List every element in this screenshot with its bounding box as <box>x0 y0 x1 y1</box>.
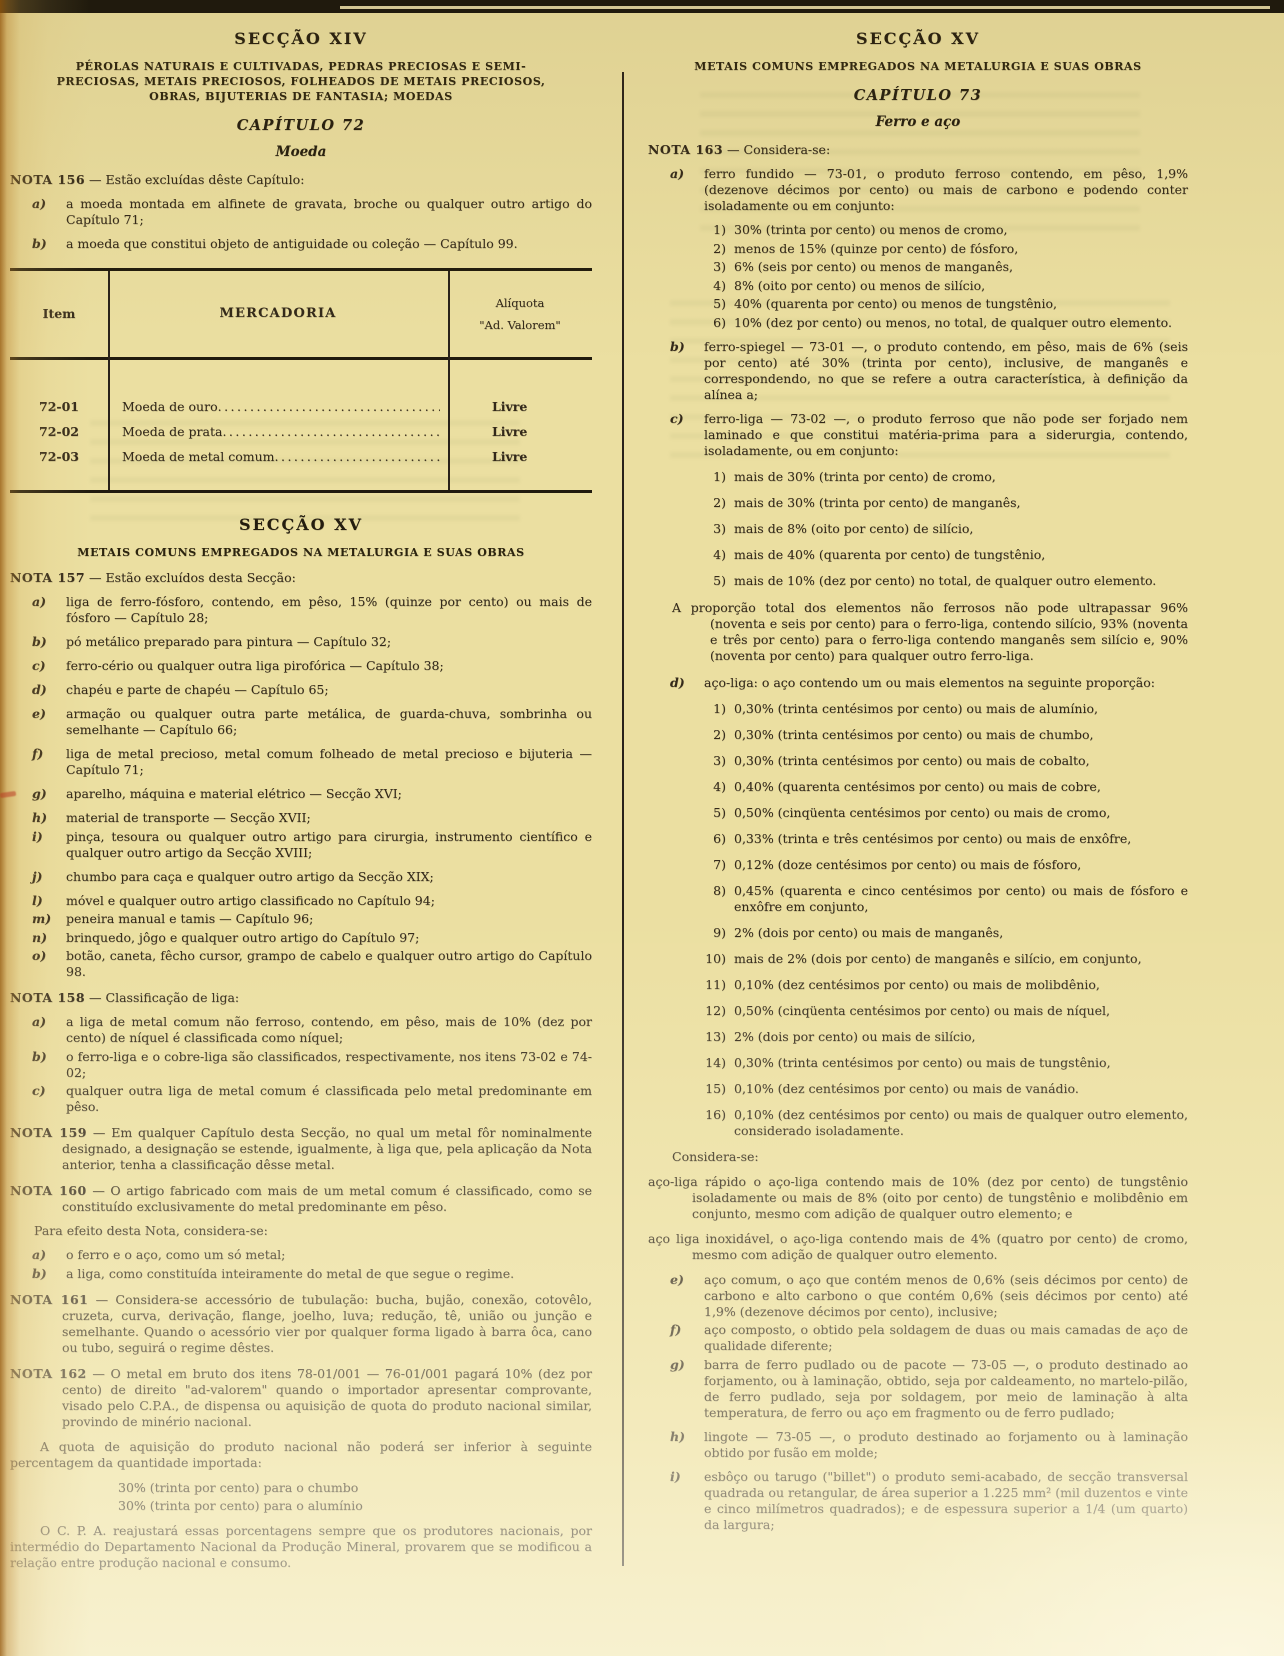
text: 8% (oito por cento) ou menos de silício, <box>734 277 986 293</box>
text: 0,30% (trinta centésimos por cento) ou mais de chumbo, <box>734 726 1094 742</box>
item-label: 10) <box>705 950 726 966</box>
item-label: 5) <box>713 296 726 311</box>
quota-percentage-line <box>10 1498 592 1514</box>
list-item <box>648 1272 1188 1320</box>
text: qualquer outra liga de metal comum é classificada pelo metal predominante em pêso. <box>66 1083 592 1114</box>
note-text: — Classificação de liga: <box>85 990 240 1005</box>
item-label: 8) <box>713 882 726 898</box>
note-label: NOTA 158 <box>10 990 86 1005</box>
item-label: 13) <box>705 1028 726 1044</box>
list-item <box>10 236 592 252</box>
item-label: 7) <box>713 856 726 872</box>
chapter-heading <box>648 88 1188 104</box>
paragraph <box>648 1149 1188 1165</box>
list-item <box>648 1429 1188 1461</box>
text: 0,45% (quarenta e cinco centésimos por cento) ou mais de fósforo e enxôfre em conjunto, <box>734 882 1188 914</box>
list-item <box>10 746 592 778</box>
list-item <box>10 1247 592 1263</box>
note-paragraph <box>648 142 1188 158</box>
text: Moeda <box>275 144 327 160</box>
note-paragraph <box>10 1183 592 1215</box>
column-header-merchandise: MERCADORIA <box>219 306 337 321</box>
item-label: d) <box>32 682 47 697</box>
section-subtitle <box>648 59 1188 74</box>
sub-list-item <box>648 296 1188 312</box>
item-label: 3) <box>713 752 726 768</box>
section-subtitle <box>10 545 592 560</box>
text: 30% (trinta por cento) para o alumínio <box>118 1497 363 1513</box>
list-item <box>648 339 1188 403</box>
sub-list-item <box>648 278 1188 294</box>
sub-list-item <box>648 259 1188 275</box>
text: mais de 30% (trinta por cento) de cromo, <box>734 468 996 484</box>
item-label: b) <box>670 338 685 354</box>
chapter-title <box>648 114 1188 130</box>
note-text: — O metal em bruto dos itens 78-01/001 — 76-01/001 pagará 10% (dez por cento) de direito "ad-valorem" quando o importador apresentar comprovante, visado pelo C.P.A., de dispensa ou aquisição de quota do produto nacional similar, provindo de minério nacional. <box>62 1365 592 1429</box>
item-label: f) <box>670 1322 682 1337</box>
sub-list-item <box>648 831 1188 847</box>
text: CAPÍTULO 72 <box>236 117 366 134</box>
list-item <box>648 411 1188 459</box>
item-label: f) <box>32 746 44 761</box>
note-paragraph <box>10 570 592 586</box>
text: lingote — 73-05 —, o produto destinado ao forjamento ou à laminação obtido por fusão em molde; <box>704 1428 1188 1460</box>
section-heading <box>10 31 592 47</box>
text: aço comum, o aço que contém menos de 0,6% (seis décimos por cento) de carbono e alto carbono o que contém 0,6% (seis décimos por cento) até 1,9% (dezenove décimos por cento), inclusive; <box>704 1271 1188 1319</box>
paragraph <box>10 1439 592 1471</box>
item-label: b) <box>32 634 47 649</box>
item-label: a) <box>670 166 685 181</box>
list-item <box>10 1014 592 1046</box>
text: aço liga inoxidável, o aço-liga contendo mais de 4% (quatro por cento) de cromo, mesmo com adição de qualquer outro elemento. <box>648 1230 1188 1262</box>
list-item <box>10 634 592 650</box>
column-header-rate-line2: "Ad. Valorem" <box>479 318 561 332</box>
page-edge-stripe <box>340 6 1270 9</box>
item-label: l) <box>32 892 43 908</box>
sub-list-item <box>648 727 1188 743</box>
list-item <box>648 1357 1188 1421</box>
item-label: a) <box>32 196 47 211</box>
page-edge-artifact <box>0 0 1284 13</box>
text: liga de ferro-fósforo, contendo, em pêso, 15% (quinze por cento) ou mais de fósforo — Capítulo 28; <box>66 594 592 625</box>
item-label: 4) <box>713 546 726 562</box>
item-label: 2) <box>713 726 726 742</box>
item-description <box>108 399 448 415</box>
paragraph <box>10 1223 592 1239</box>
item-label: h) <box>32 810 48 825</box>
text: 0,30% (trinta centésimos por cento) ou mais de alumínio, <box>734 700 1098 716</box>
list-item <box>10 948 592 980</box>
note-text: — Considera-se accessório de tubulação: bucha, bujão, conexão, cotovêlo, cruzeta, curva, derivação, flange, joelho, luva; redução, tê, união ou junção e semelhante. Quando o acessório vier por qualquer forma ligado à barra ôca, cano ou tubo, seguirá o regime dêstes. <box>62 1291 592 1355</box>
note-paragraph <box>10 1292 592 1356</box>
text: 0,50% (cinqüenta centésimos por cento) ou mais de níquel, <box>734 1002 1111 1018</box>
text: 0,33% (trinta e três centésimos por cento) ou mais de enxôfre, <box>734 830 1132 846</box>
text: 0,10% (dez centésimos por cento) ou mais de qualquer outro elemento, considerado isoladamente. <box>734 1106 1188 1138</box>
table-row <box>10 424 592 440</box>
paragraph <box>10 1523 592 1571</box>
note-text: — Em qualquer Capítulo desta Secção, no qual um metal fôr nominalmente designado, a designação se estende, igualmente, à liga que, pela aplicação da Nota anterior, tenha a classificação dêsse metal. <box>62 1125 592 1172</box>
paragraph <box>648 600 1188 664</box>
item-label: 4) <box>713 778 726 794</box>
text: 10% (dez por cento) ou menos, no total, de qualquer outro elemento. <box>734 314 1172 330</box>
text: A quota de aquisição do produto nacional não poderá ser inferior à seguinte percentagem da quantidade importada: <box>10 1438 592 1470</box>
text: 0,30% (trinta centésimos por cento) ou mais de tungstênio, <box>734 1054 1111 1070</box>
item-label: a) <box>32 1247 47 1262</box>
text: brinquedo, jôgo e qualquer outro artigo do Capítulo 97; <box>66 929 420 945</box>
chapter-heading <box>10 118 592 134</box>
note-text: — Estão excluídas dêste Capítulo: <box>85 172 305 187</box>
item-label: e) <box>32 706 46 721</box>
text: menos de 15% (quinze por cento) de fósforo, <box>734 240 1019 256</box>
text: O C. P. A. reajustará essas porcentagens sempre que os produtores nacionais, por intermédio do Departamento Nacional da Produção Mineral, provarem que se modificou a relação entre produção nacional e consumo. <box>10 1522 592 1570</box>
item-label: 5) <box>713 804 726 820</box>
sub-list-item <box>648 1107 1188 1139</box>
note-text: — Estão excluídos desta Secção: <box>85 570 296 585</box>
item-label: 15) <box>705 1080 726 1096</box>
sub-list-item <box>648 1003 1188 1019</box>
item-code: 72-02 <box>39 424 79 439</box>
item-label: o) <box>32 948 47 963</box>
text: o ferro-liga e o cobre-liga são classificados, respectivamente, nos itens 73-02 e 74-02; <box>66 1048 592 1080</box>
text: ferro-liga — 73-02 —, o produto ferroso que não pode ser forjado nem laminado e que constitui matéria-prima para a siderurgia, contendo, isoladamente, ou em conjunto: <box>704 410 1188 458</box>
item-label: 5) <box>713 572 726 588</box>
dot-leader <box>218 399 440 415</box>
table-column-rule <box>108 271 110 490</box>
sub-list-item <box>648 521 1188 537</box>
item-label: 6) <box>713 314 726 330</box>
text: 30% (trinta por cento) para o chumbo <box>118 1479 359 1495</box>
quota-percentage-line <box>10 1480 592 1496</box>
text: PÉROLAS NATURAIS E CULTIVADAS, PEDRAS PRECIOSAS E SEMI-PRECIOSAS, METAIS PRECIOSOS, FOLHEADOS DE METAIS PRECIOSOS, OBRAS, BIJUTERIAS DE FANTASIA; MOEDAS <box>56 60 546 103</box>
dot-leader <box>275 449 440 465</box>
text: 0,10% (dez centésimos por cento) ou mais de vanádio. <box>734 1080 1079 1096</box>
text: Considera-se: <box>672 1148 759 1164</box>
item-label: 1) <box>713 700 726 716</box>
text: SECÇÃO XIV <box>234 29 368 48</box>
list-item <box>10 893 592 909</box>
item-label: 6) <box>713 830 726 846</box>
sub-list-item <box>648 495 1188 511</box>
note-label: NOTA 161 <box>10 1291 89 1307</box>
table-row <box>10 399 592 415</box>
item-label: c) <box>670 410 684 426</box>
item-description-text: Moeda de prata <box>122 424 223 439</box>
text: Para efeito desta Nota, considera-se: <box>34 1223 268 1238</box>
table-header-row <box>10 271 592 360</box>
text: SECÇÃO XV <box>856 29 980 48</box>
text: 2% (dois por cento) ou mais de silício, <box>734 1028 976 1044</box>
list-item <box>10 706 592 738</box>
item-label: 3) <box>713 259 726 274</box>
list-item <box>648 166 1188 214</box>
list-item <box>10 1083 592 1115</box>
item-rate: Livre <box>492 424 528 439</box>
table-row <box>10 449 592 465</box>
section-heading <box>10 517 592 533</box>
chapter-title <box>10 144 592 160</box>
item-label: d) <box>670 674 685 690</box>
left-column-top-flow <box>10 31 592 252</box>
text: SECÇÃO XV <box>239 515 363 534</box>
text: a liga, como constituída inteiramente do metal de que segue o regime. <box>66 1265 515 1281</box>
text: chapéu e parte de chapéu — Capítulo 65; <box>66 682 329 697</box>
item-label: a) <box>32 594 47 609</box>
text: chumbo para caça e qualquer outro artigo da Secção XIX; <box>66 868 434 884</box>
text: mais de 30% (trinta por cento) de manganês, <box>734 494 1021 510</box>
item-label: 9) <box>713 924 726 940</box>
note-label: NOTA 160 <box>10 1183 87 1198</box>
item-label: 3) <box>713 520 726 536</box>
sub-list-item <box>648 951 1188 967</box>
dot-leader <box>222 424 440 440</box>
sub-list-item <box>648 883 1188 915</box>
item-description-text: Moeda de ouro <box>122 399 218 414</box>
item-label: 16) <box>705 1106 726 1122</box>
list-item <box>10 810 592 826</box>
column-header-rate <box>448 292 592 336</box>
right-column <box>648 13 1188 1541</box>
text: 6% (seis por cento) ou menos de manganês, <box>734 259 1013 274</box>
sub-list-item <box>648 925 1188 941</box>
list-item <box>10 786 592 802</box>
item-label: 4) <box>713 277 726 293</box>
text: CAPÍTULO 73 <box>853 87 983 104</box>
text: o ferro e o aço, como um só metal; <box>66 1247 286 1262</box>
item-label: j) <box>32 868 43 884</box>
text: ferro fundido — 73-01, o produto ferroso contendo, em pêso, 1,9% (dezenove décimos por cento) ou mais de carbono e podendo conter isoladamente ou em conjunto: <box>704 166 1188 213</box>
text: mais de 8% (oito por cento) de silício, <box>734 520 974 536</box>
tariff-table <box>10 268 592 493</box>
item-label: b) <box>32 236 47 251</box>
item-label: i) <box>670 1468 681 1484</box>
text: METAIS COMUNS EMPREGADOS NA METALURGIA E SUAS OBRAS <box>694 60 1142 73</box>
column-header-item: Item <box>42 306 76 321</box>
sub-list-item <box>648 753 1188 769</box>
sub-list-item <box>648 1081 1188 1097</box>
item-label: i) <box>32 828 43 844</box>
note-label: NOTA 159 <box>10 1125 87 1140</box>
text: aço-liga rápido o aço-liga contendo mais de 10% (dez por cento) de tungstênio isoladamente ou mais de 8% (oito por cento) de tungstênio e molibdênio em conjunto, mesmo com adição de qualquer outro elemento; e <box>648 1173 1188 1221</box>
column-header-rate-line1: Alíquota <box>495 296 545 310</box>
item-label: c) <box>32 658 46 673</box>
sub-list-item <box>648 977 1188 993</box>
text: aço composto, o obtido pela soldagem de duas ou mais camadas de aço de qualidade diferente; <box>704 1322 1188 1353</box>
sub-list-item <box>648 315 1188 331</box>
sub-list-item <box>648 779 1188 795</box>
text: peneira manual e tamis — Capítulo 96; <box>66 911 314 926</box>
text: Ferro e aço <box>875 114 961 130</box>
text: 0,10% (dez centésimos por cento) ou mais de molibdênio, <box>734 976 1100 992</box>
text: aço-liga: o aço contendo um ou mais elementos na seguinte proporção: <box>704 674 1155 690</box>
text: a liga de metal comum não ferroso, contendo, em pêso, mais de 10% (dez por cento) de níquel é classificada como níquel; <box>66 1014 592 1045</box>
sub-list-item <box>648 547 1188 563</box>
note-paragraph <box>10 1366 592 1430</box>
item-label: g) <box>670 1356 685 1372</box>
text: 0,50% (cinqüenta centésimos por cento) ou mais de cromo, <box>734 804 1111 820</box>
sub-list-item <box>648 805 1188 821</box>
sub-list-item <box>648 1029 1188 1045</box>
text: mais de 40% (quarenta por cento) de tungstênio, <box>734 546 1046 562</box>
item-label: 1) <box>713 468 726 484</box>
list-item <box>648 675 1188 691</box>
sub-list-item <box>648 469 1188 485</box>
list-item <box>10 930 592 946</box>
item-label: g) <box>32 786 47 801</box>
text: METAIS COMUNS EMPREGADOS NA METALURGIA E SUAS OBRAS <box>77 546 525 559</box>
item-label: 11) <box>705 976 726 992</box>
left-column <box>10 13 592 1580</box>
text: 40% (quarenta por cento) ou menos de tungstênio, <box>734 296 1057 311</box>
text: 0,12% (doze centésimos por cento) ou mais de fósforo, <box>734 856 1082 872</box>
left-column-bottom-flow <box>10 517 592 1571</box>
item-description <box>108 449 448 465</box>
list-item <box>10 1049 592 1081</box>
text: 0,30% (trinta centésimos por cento) ou mais de cobalto, <box>734 752 1090 768</box>
paragraph <box>648 1174 1188 1222</box>
list-item <box>10 682 592 698</box>
item-label: 14) <box>705 1054 726 1070</box>
note-label: NOTA 163 <box>648 142 724 157</box>
text: pó metálico preparado para pintura — Capítulo 32; <box>66 634 392 649</box>
text: ferro-cério ou qualquer outra liga pirofórica — Capítulo 38; <box>66 658 444 673</box>
sub-list-item <box>648 573 1188 589</box>
column-divider <box>622 72 624 1566</box>
text: material de transporte — Secção XVII; <box>66 810 311 825</box>
list-item <box>10 658 592 674</box>
item-label: m) <box>32 911 52 926</box>
text: 30% (trinta por cento) ou menos de cromo, <box>734 222 1008 237</box>
sub-list-item <box>648 857 1188 873</box>
item-label: a) <box>32 1014 47 1029</box>
list-item <box>648 1322 1188 1354</box>
list-item <box>10 829 592 861</box>
text: armação ou qualquer outra parte metálica, de guarda-chuva, sombrinha ou semelhante — Capítulo 66; <box>66 706 592 737</box>
text: 0,40% (quarenta centésimos por cento) ou mais de cobre, <box>734 778 1101 794</box>
text: aparelho, máquina e material elétrico — Secção XVI; <box>66 786 402 801</box>
text: pinça, tesoura ou qualquer outro artigo para cirurgia, instrumento científico e qualquer outro artigo da Secção XVIII; <box>66 828 592 860</box>
text: a moeda montada em alfinete de gravata, broche ou qualquer outro artigo do Capítulo 71; <box>66 196 592 227</box>
list-item <box>10 869 592 885</box>
item-description <box>108 424 448 440</box>
item-code: 72-01 <box>39 399 79 414</box>
right-column-flow <box>648 31 1188 1533</box>
item-label: 12) <box>705 1002 726 1018</box>
text: mais de 10% (dez por cento) no total, de qualquer outro elemento. <box>734 572 1157 588</box>
section-subtitle <box>52 59 550 104</box>
item-label: n) <box>32 929 48 945</box>
table-body <box>10 360 592 490</box>
text: móvel e qualquer outro artigo classificado no Capítulo 94; <box>66 892 435 908</box>
note-label: NOTA 162 <box>10 1365 87 1381</box>
text: esbôço ou tarugo ("billet") o produto semi-acabado, de secção transversal quadrada ou retangular, de área superior a 1.225 mm² (mil duzentos e vinte e cinco milímetros quadrados); e de espessura superior a 1/4 (um quarto) da largura; <box>704 1468 1188 1532</box>
text: a moeda que constitui objeto de antiguidade ou coleção — Capítulo 99. <box>66 236 518 251</box>
item-label: b) <box>32 1265 47 1281</box>
sub-list-item <box>648 241 1188 257</box>
item-label: 2) <box>713 494 726 510</box>
item-label: 1) <box>713 222 726 237</box>
note-paragraph <box>10 990 592 1006</box>
sub-list-item <box>648 1055 1188 1071</box>
list-item <box>10 594 592 626</box>
item-label: h) <box>670 1428 686 1444</box>
sub-list-item <box>648 701 1188 717</box>
note-label: NOTA 157 <box>10 570 86 585</box>
text: barra de ferro pudlado ou de pacote — 73-05 —, o produto destinado ao forjamento, ou à laminação, obtido, seja por caldeamento, no martelo-pilão, de ferro pudlado, seja por soldagem, por meio de laminação à alta temperatura, de ferro ou aço em fragmento ou de ferro pudlado; <box>704 1356 1188 1420</box>
sub-list-item <box>648 222 1188 238</box>
paragraph <box>648 1231 1188 1263</box>
note-label: NOTA 156 <box>10 172 86 187</box>
list-item <box>10 911 592 927</box>
item-rate: Livre <box>492 449 528 464</box>
item-code: 72-03 <box>39 449 79 464</box>
text: ferro-spiegel — 73-01 —, o produto contendo, em pêso, mais de 6% (seis por cento) até 30% (trinta por cento), inclusive, de manganês e correspondendo, no que se refere a outra característica, à definição da alínea a; <box>704 338 1188 402</box>
note-text: — O artigo fabricado com mais de um metal comum é classificado, como se constituído exclusivamente do metal predominante em pêso. <box>62 1183 593 1214</box>
list-item <box>648 1469 1188 1533</box>
section-heading <box>648 31 1188 47</box>
item-description-text: Moeda de metal comum <box>122 449 275 464</box>
item-label: 2) <box>713 240 726 256</box>
note-paragraph <box>10 172 592 188</box>
text: mais de 2% (dois por cento) de manganês e silício, em conjunto, <box>734 950 1142 966</box>
note-text: — Considera-se: <box>723 142 831 157</box>
item-label: c) <box>32 1083 46 1098</box>
text: liga de metal precioso, metal comum folheado de metal precioso e bijuteria — Capítulo 71; <box>66 746 592 777</box>
text: botão, caneta, fêcho cursor, grampo de cabelo e qualquer outro artigo do Capítulo 98. <box>66 948 592 979</box>
text: 2% (dois por cento) ou mais de manganês, <box>734 924 1004 940</box>
item-label: e) <box>670 1271 684 1287</box>
item-label: b) <box>32 1048 47 1064</box>
list-item <box>10 1266 592 1282</box>
list-item <box>10 196 592 228</box>
table-column-rule <box>448 271 450 490</box>
note-paragraph <box>10 1125 592 1173</box>
text: A proporção total dos elementos não ferrosos não pode ultrapassar 96% (noventa e seis por cento) para o ferro-liga, contendo silício, 93% (noventa e três por cento) para o ferro-liga contendo manganês sem silício e, 90% (noventa por cento) para qualquer outro ferro-liga. <box>672 599 1188 663</box>
item-rate: Livre <box>492 399 528 414</box>
